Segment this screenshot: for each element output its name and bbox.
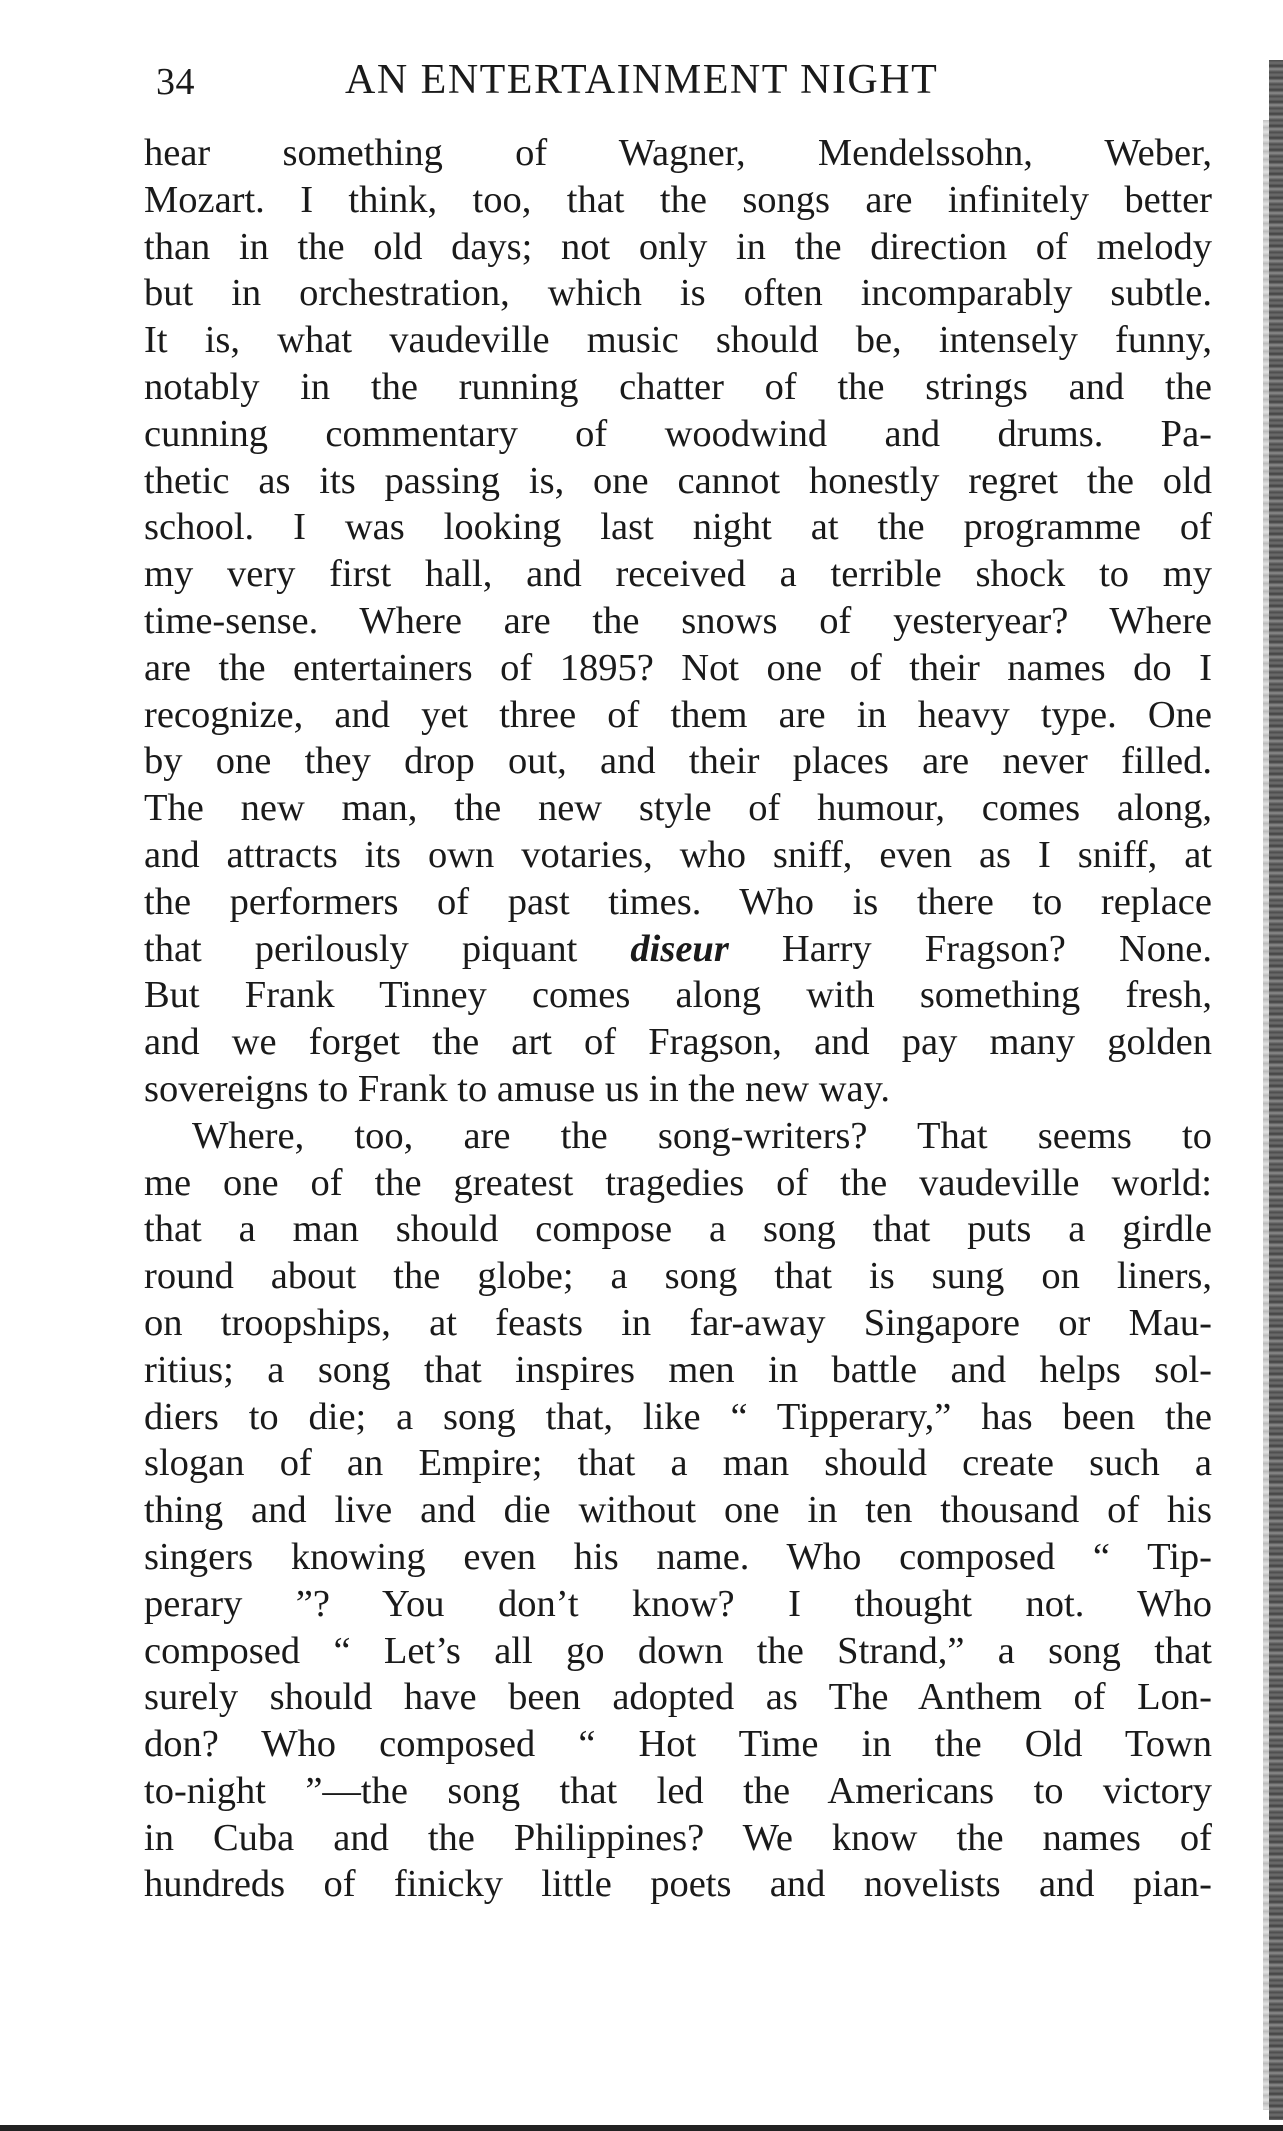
text-line: and we forget the art of Fragson, and pay many golden: [144, 1021, 1212, 1064]
text-line: but in orchestration, which is often incomparably subtle.: [144, 272, 1212, 315]
text-line: notably in the running chatter of the strings and the: [144, 365, 1212, 408]
text-line: thetic as its passing is, one cannot honestly regret the old: [144, 459, 1212, 502]
page-binding-shadow: [1263, 120, 1269, 2110]
text-line: diers to die; a song that, like “ Tipperary,” has been the: [144, 1395, 1212, 1438]
text-line: singers knowing even his name. Who composed “ Tip-: [144, 1535, 1212, 1578]
italic-word: diseur: [630, 927, 729, 970]
page-number: 34: [156, 61, 195, 103]
text-line: and attracts its own votaries, who sniff, even as I sniff, at: [144, 833, 1212, 876]
text-line: hear something of Wagner, Mendelssohn, Weber,: [144, 132, 1212, 174]
text-line: by one they drop out, and their places are never filled.: [144, 740, 1212, 783]
text-line: time-sense. Where are the snows of yesteryear? Where: [144, 599, 1212, 642]
text-line: my very first hall, and received a terrible shock to my: [144, 553, 1212, 596]
text-line: ritius; a song that inspires men in battle and helps sol-: [144, 1348, 1212, 1391]
text-segment: Harry Fragson? None.: [728, 927, 1212, 970]
text-line: cunning commentary of woodwind and drums. Pa-: [144, 412, 1212, 455]
running-title: AN ENTERTAINMENT NIGHT: [345, 57, 939, 103]
text-line: thing and live and die without one in ten thousand of his: [144, 1489, 1212, 1532]
paragraph-first-line: Where, too, are the song-writers? That seems to: [192, 1114, 1212, 1157]
running-head: [150, 56, 1210, 106]
text-line: The new man, the new style of humour, comes along,: [144, 787, 1212, 830]
page-bottom-edge: [0, 2125, 1283, 2131]
text-line: hundreds of finicky little poets and novelists and pian-: [144, 1863, 1212, 1906]
text-line: surely should have been adopted as The Anthem of Lon-: [144, 1676, 1212, 1719]
text-line: in Cuba and the Philippines? We know the names of: [144, 1816, 1212, 1859]
text-line: [144, 926, 1212, 973]
text-line: perary ”? You don’t know? I thought not. Who: [144, 1582, 1212, 1625]
text-line: on troopships, at feasts in far-away Singapore or Mau-: [144, 1301, 1212, 1344]
text-line: to-night ”—the song that led the Americans to victory: [144, 1769, 1212, 1812]
text-line: school. I was looking last night at the programme of: [144, 506, 1212, 549]
text-line: that a man should compose a song that puts a girdle: [144, 1208, 1212, 1251]
text-line: are the entertainers of 1895? Not one of their names do I: [144, 646, 1212, 689]
text-segment: that perilously piquant: [144, 927, 631, 970]
text-line: Mozart. I think, too, that the songs are infinitely better: [144, 178, 1212, 221]
text-line: recognize, and yet three of them are in heavy type. One: [144, 693, 1212, 736]
text-line: But Frank Tinney comes along with something fresh,: [144, 974, 1212, 1017]
page-binding-edge: [1269, 60, 1283, 2120]
text-line: round about the globe; a song that is sung on liners,: [144, 1255, 1212, 1298]
text-line: me one of the greatest tragedies of the vaudeville world:: [144, 1161, 1212, 1204]
text-line: slogan of an Empire; that a man should create such a: [144, 1442, 1212, 1485]
text-line: the performers of past times. Who is there to replace: [144, 880, 1212, 923]
paragraph-last-line: sovereigns to Frank to amuse us in the new way.: [144, 1067, 890, 1110]
text-line: than in the old days; not only in the direction of melody: [144, 225, 1212, 268]
body-text: [144, 130, 1212, 1908]
text-line: It is, what vaudeville music should be, intensely funny,: [144, 319, 1212, 362]
text-line: don? Who composed “ Hot Time in the Old Town: [144, 1723, 1212, 1766]
text-line: composed “ Let’s all go down the Strand,” a song that: [144, 1629, 1212, 1672]
